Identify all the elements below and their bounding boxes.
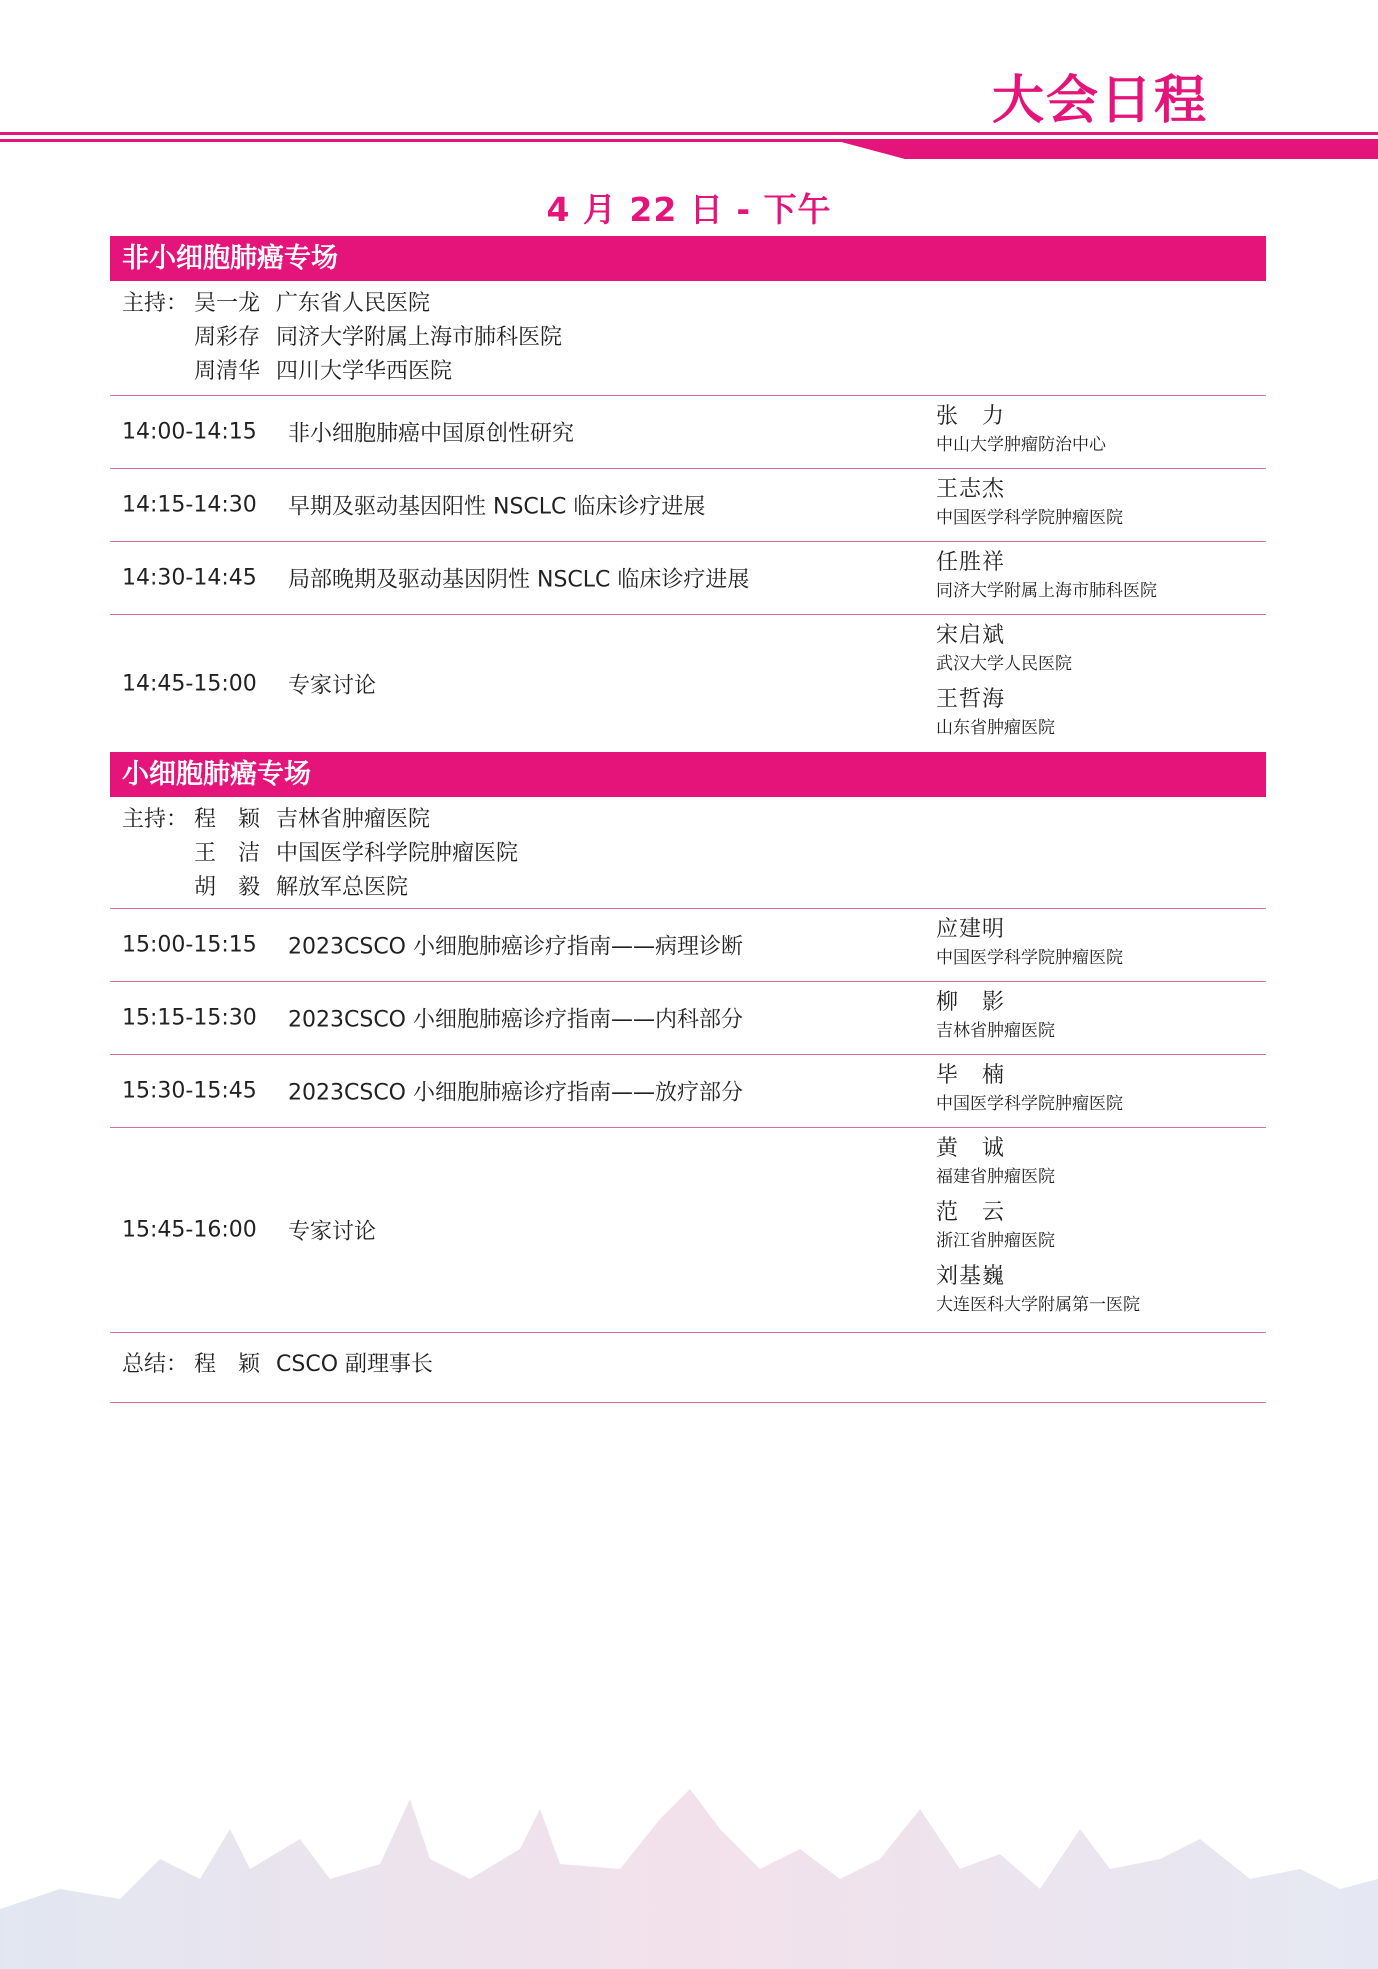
session-time: 15:45-16:00	[122, 1217, 257, 1243]
host-org: 四川大学华西医院	[276, 359, 453, 384]
speaker-org: 中山大学肿瘤防治中心	[936, 435, 1106, 455]
section-header-nsclc: 非小细胞肺癌专场	[110, 236, 1266, 281]
speaker-list	[936, 621, 1072, 741]
speaker-name: 任胜祥	[936, 550, 1006, 575]
schedule-content	[110, 236, 1266, 1403]
session-topic: 专家讨论	[288, 1219, 377, 1245]
speaker-org: 大连医科大学附属第一医院	[936, 1295, 1140, 1315]
session-topic: 2023CSCO 小细胞肺癌诊疗指南——病理诊断	[288, 934, 743, 960]
session-topic: 早期及驱动基因阳性 NSCLC 临床诊疗进展	[288, 494, 706, 520]
section-header-sclc: 小细胞肺癌专场	[110, 752, 1266, 797]
host-name: 胡 毅	[194, 875, 261, 900]
session-topic: 2023CSCO 小细胞肺癌诊疗指南——内科部分	[288, 1007, 743, 1033]
host-org: 广东省人民医院	[276, 291, 431, 316]
host-org: 中国医学科学院肿瘤医院	[276, 841, 519, 866]
speaker-name: 应建明	[936, 917, 1006, 942]
host-name: 程 颖	[194, 807, 261, 832]
summary-label: 总结：	[122, 1352, 189, 1377]
schedule-row	[110, 909, 1266, 982]
speaker-list	[936, 1061, 1123, 1117]
city-skyline-decoration	[0, 1769, 1378, 1969]
session-topic: 非小细胞肺癌中国原创性研究	[288, 421, 575, 447]
host-name: 周彩存	[194, 325, 261, 350]
summary-name: 程 颖	[194, 1352, 261, 1377]
session-time: 14:00-14:15	[122, 419, 257, 445]
speaker-name: 刘基巍	[936, 1264, 1006, 1289]
speaker-org: 山东省肿瘤医院	[936, 718, 1055, 738]
schedule-row	[110, 469, 1266, 542]
page-header-title: 大会日程	[991, 71, 1208, 131]
header-rule	[0, 132, 1378, 135]
speaker-name: 柳 影	[936, 990, 1006, 1015]
speaker-org: 武汉大学人民医院	[936, 654, 1072, 674]
speaker-org: 中国医学科学院肿瘤医院	[936, 1094, 1123, 1114]
schedule-row	[110, 1055, 1266, 1128]
speaker-org: 福建省肿瘤医院	[936, 1167, 1055, 1187]
date-title: 4 月 22 日 - 下午	[546, 190, 832, 229]
host-block	[110, 797, 1266, 909]
session-time: 14:15-14:30	[122, 492, 257, 518]
session-topic: 2023CSCO 小细胞肺癌诊疗指南——放疗部分	[288, 1080, 743, 1106]
schedule-row	[110, 982, 1266, 1055]
host-label: 主持：	[122, 291, 189, 316]
speaker-org: 吉林省肿瘤医院	[936, 1021, 1055, 1041]
speaker-name: 毕 楠	[936, 1063, 1006, 1088]
speaker-list	[936, 988, 1055, 1044]
host-org: 同济大学附属上海市肺科医院	[276, 325, 563, 350]
session-time: 14:30-14:45	[122, 565, 257, 591]
summary-role: CSCO 副理事长	[276, 1352, 433, 1377]
host-name: 周清华	[194, 359, 261, 384]
speaker-name: 王志杰	[936, 477, 1006, 502]
schedule-row	[110, 396, 1266, 469]
summary-row	[110, 1333, 1266, 1403]
host-name: 王 洁	[194, 841, 261, 866]
session-time: 15:15-15:30	[122, 1005, 257, 1031]
speaker-name: 黄 诚	[936, 1136, 1006, 1161]
schedule-row	[110, 1128, 1266, 1333]
speaker-name: 范 云	[936, 1200, 1006, 1225]
speaker-name: 张 力	[936, 404, 1006, 429]
session-time: 14:45-15:00	[122, 671, 257, 696]
speaker-org: 浙江省肿瘤医院	[936, 1231, 1055, 1251]
session-topic: 专家讨论	[288, 673, 377, 698]
speaker-list	[936, 1134, 1140, 1318]
session-time: 15:30-15:45	[122, 1078, 257, 1104]
speaker-name: 王哲海	[936, 687, 1006, 712]
header-wedge-decoration	[0, 139, 1378, 159]
speaker-list	[936, 402, 1106, 458]
host-label: 主持：	[122, 807, 189, 832]
speaker-org: 中国医学科学院肿瘤医院	[936, 948, 1123, 968]
schedule-row	[110, 542, 1266, 615]
host-org: 解放军总医院	[276, 875, 409, 900]
host-org: 吉林省肿瘤医院	[276, 807, 431, 832]
speaker-org: 中国医学科学院肿瘤医院	[936, 508, 1123, 528]
schedule-row	[110, 615, 1266, 752]
speaker-name: 宋启斌	[936, 623, 1006, 648]
speaker-list	[936, 548, 1157, 604]
speaker-list	[936, 915, 1123, 971]
session-time: 15:00-15:15	[122, 932, 257, 958]
host-block	[110, 281, 1266, 396]
session-topic: 局部晚期及驱动基因阴性 NSCLC 临床诊疗进展	[288, 567, 750, 593]
host-name: 吴一龙	[194, 291, 261, 316]
speaker-list	[936, 475, 1123, 531]
speaker-org: 同济大学附属上海市肺科医院	[936, 581, 1157, 601]
